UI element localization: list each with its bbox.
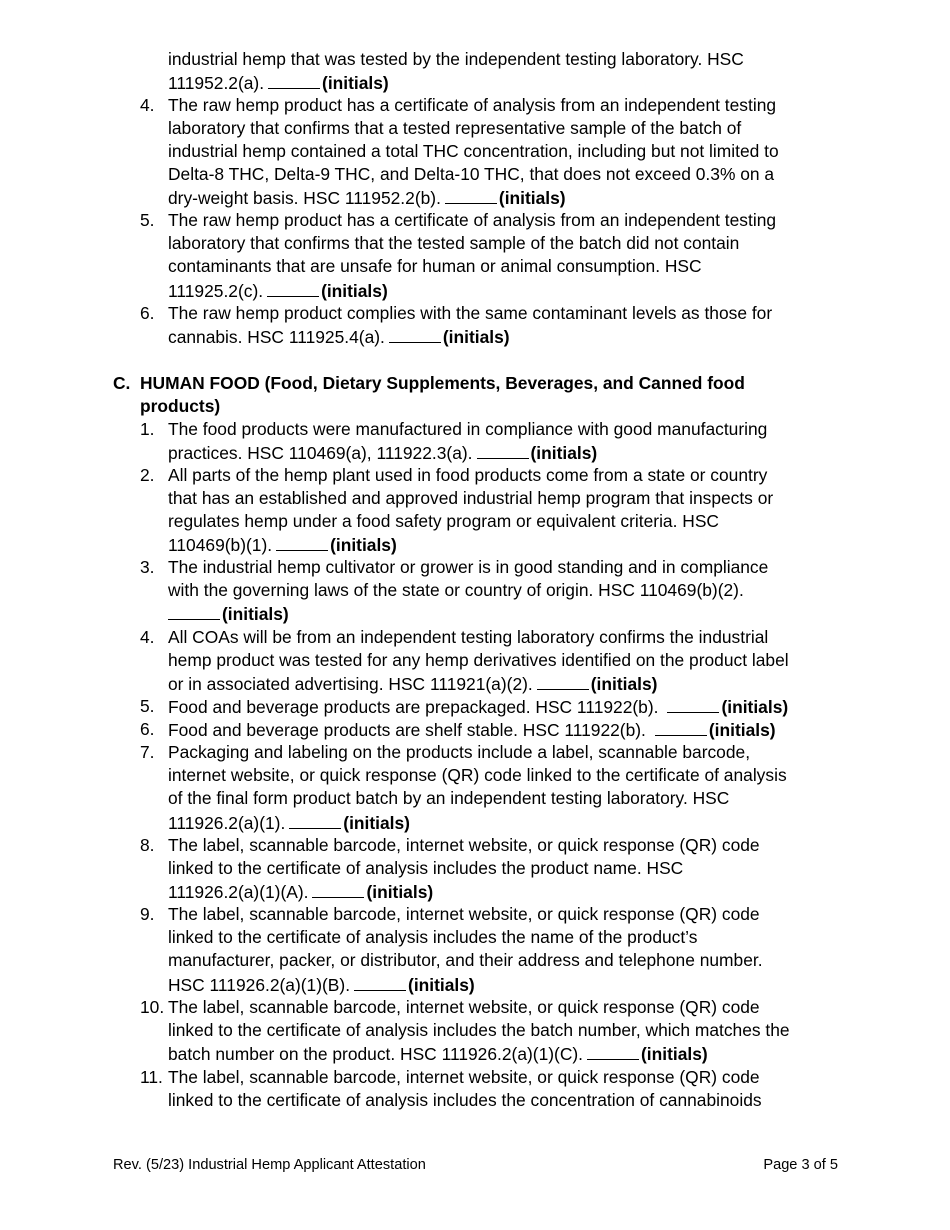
list-item-line: The label, scannable barcode, internet website, or quick response (QR) code [168, 1067, 760, 1087]
list-item-line [168, 602, 289, 625]
initials-field[interactable] [289, 811, 341, 829]
list-item-line: manufacturer, packer, or distributor, and their address and telephone number. [168, 950, 763, 970]
initials-field[interactable] [477, 441, 529, 459]
initials-field[interactable] [445, 186, 497, 204]
list-item-line: laboratory that confirms that a tested representative sample of the batch of [168, 118, 742, 138]
list-item-line: 111952.2(a). (initials) [168, 73, 389, 93]
section-letter: C. [113, 373, 131, 393]
list-item-line: of the final form product batch by an independent testing laboratory. HSC [168, 788, 730, 808]
initials-label: (initials) [721, 697, 789, 717]
list-item-line: The food products were manufactured in compliance with good manufacturing [168, 419, 768, 439]
initials-field[interactable] [168, 602, 220, 620]
list-number: 8. [140, 835, 155, 855]
list-number: 3. [140, 557, 155, 577]
list-item-line: HSC 111926.2(a)(1)(B). (initials) [168, 975, 475, 995]
list-item-line: Delta-8 THC, Delta-9 THC, and Delta-10 THC, that does not exceed 0.3% on a [168, 164, 775, 184]
list-item-line: with the governing laws of the state or country of origin. HSC 110469(b)(2). [168, 580, 744, 600]
initials-field[interactable] [667, 695, 719, 713]
initials-label: (initials) [343, 813, 410, 833]
list-number: 4. [140, 627, 155, 647]
list-item-line: 111926.2(a)(1). (initials) [168, 813, 410, 833]
initials-field[interactable] [276, 533, 328, 551]
list-number: 6. [140, 303, 155, 323]
list-item-line: practices. HSC 110469(a), 111922.3(a). (initials) [168, 443, 598, 463]
list-item-line: All parts of the hemp plant used in food products come from a state or country [168, 465, 768, 485]
initials-field[interactable] [655, 718, 707, 736]
list-number: 6. [140, 719, 155, 739]
section-heading: HUMAN FOOD (Food, Dietary Supplements, Beverages, and Canned food [140, 373, 745, 393]
initials-field[interactable] [354, 973, 406, 991]
list-item-line: The label, scannable barcode, internet website, or quick response (QR) code [168, 904, 760, 924]
list-item-line: dry-weight basis. HSC 111952.2(b). (initials) [168, 188, 566, 208]
list-item-line: Food and beverage products are shelf stable. HSC 111922(b). (initials) [168, 720, 776, 740]
initials-label: (initials) [708, 720, 776, 740]
list-item-line: that has an established and approved industrial hemp program that inspects or [168, 488, 774, 508]
list-number: 2. [140, 465, 155, 485]
footer-revision: Rev. (5/23) Industrial Hemp Applicant Attestation [113, 1157, 426, 1173]
list-item-line: The raw hemp product complies with the same contaminant levels as those for [168, 303, 773, 323]
initials-label: (initials) [408, 975, 475, 995]
initials-field[interactable] [312, 880, 364, 898]
initials-field[interactable] [267, 279, 319, 297]
initials-field[interactable] [587, 1042, 639, 1060]
initials-label: (initials) [590, 674, 658, 694]
list-number: 1. [140, 419, 155, 439]
list-item-line: The raw hemp product has a certificate of analysis from an independent testing [168, 210, 777, 230]
list-item-line: linked to the certificate of analysis includes the batch number, which matches the [168, 1020, 790, 1040]
initials-label: (initials) [366, 882, 434, 902]
list-number: 7. [140, 742, 155, 762]
list-item-line: Food and beverage products are prepackaged. HSC 111922(b). (initials) [168, 697, 789, 717]
initials-label: (initials) [321, 281, 388, 301]
list-item-line: Packaging and labeling on the products include a label, scannable barcode, [168, 742, 751, 762]
list-item-line: The raw hemp product has a certificate of analysis from an independent testing [168, 95, 777, 115]
list-item-line: 110469(b)(1). (initials) [168, 535, 397, 555]
list-item-line: cannabis. HSC 111925.4(a). (initials) [168, 327, 510, 347]
list-item-line: 111925.2(c). (initials) [168, 281, 388, 301]
list-item-line: The label, scannable barcode, internet website, or quick response (QR) code [168, 997, 760, 1017]
initials-field[interactable] [389, 325, 441, 343]
footer-page-number: Page 3 of 5 [763, 1157, 838, 1173]
list-item-line: batch number on the product. HSC 111926.2(a)(1)(C). (initials) [168, 1044, 708, 1064]
list-item-line: linked to the certificate of analysis includes the concentration of cannabinoids [168, 1090, 762, 1110]
list-number: 11. [140, 1067, 163, 1087]
list-item-line: linked to the certificate of analysis includes the product name. HSC [168, 858, 684, 878]
initials-label: (initials) [322, 73, 389, 93]
list-item-line: hemp product was tested for any hemp derivatives identified on the product label [168, 650, 789, 670]
initials-field[interactable] [268, 71, 320, 89]
list-item-line: All COAs will be from an independent testing laboratory confirms the industrial [168, 627, 769, 647]
list-number: 4. [140, 95, 155, 115]
list-item-line: industrial hemp contained a total THC concentration, including but not limited to [168, 141, 779, 161]
list-item-line: industrial hemp that was tested by the independent testing laboratory. HSC [168, 49, 744, 69]
list-item-line: linked to the certificate of analysis includes the name of the product’s [168, 927, 698, 947]
list-item-line: The label, scannable barcode, internet website, or quick response (QR) code [168, 835, 760, 855]
list-number: 10. [140, 997, 165, 1017]
initials-label: (initials) [222, 604, 289, 624]
initials-label: (initials) [530, 443, 598, 463]
list-item-line: internet website, or quick response (QR) code linked to the certificate of analysis [168, 765, 787, 785]
list-number: 9. [140, 904, 155, 924]
list-number: 5. [140, 210, 155, 230]
list-item-line: laboratory that confirms that the tested sample of the batch did not contain [168, 233, 740, 253]
initials-label: (initials) [498, 188, 566, 208]
initials-field[interactable] [537, 672, 589, 690]
list-item-line: 111926.2(a)(1)(A). (initials) [168, 882, 434, 902]
section-heading: products) [140, 396, 221, 416]
list-item-line: or in associated advertising. HSC 111921(a)(2). (initials) [168, 674, 658, 694]
list-number: 5. [140, 696, 155, 716]
initials-label: (initials) [442, 327, 510, 347]
initials-label: (initials) [330, 535, 397, 555]
list-item-line: regulates hemp under a food safety program or equivalent criteria. HSC [168, 511, 719, 531]
initials-label: (initials) [641, 1044, 708, 1064]
list-item-line: contaminants that are unsafe for human or animal consumption. HSC [168, 256, 702, 276]
list-item-line: The industrial hemp cultivator or grower is in good standing and in compliance [168, 557, 769, 577]
